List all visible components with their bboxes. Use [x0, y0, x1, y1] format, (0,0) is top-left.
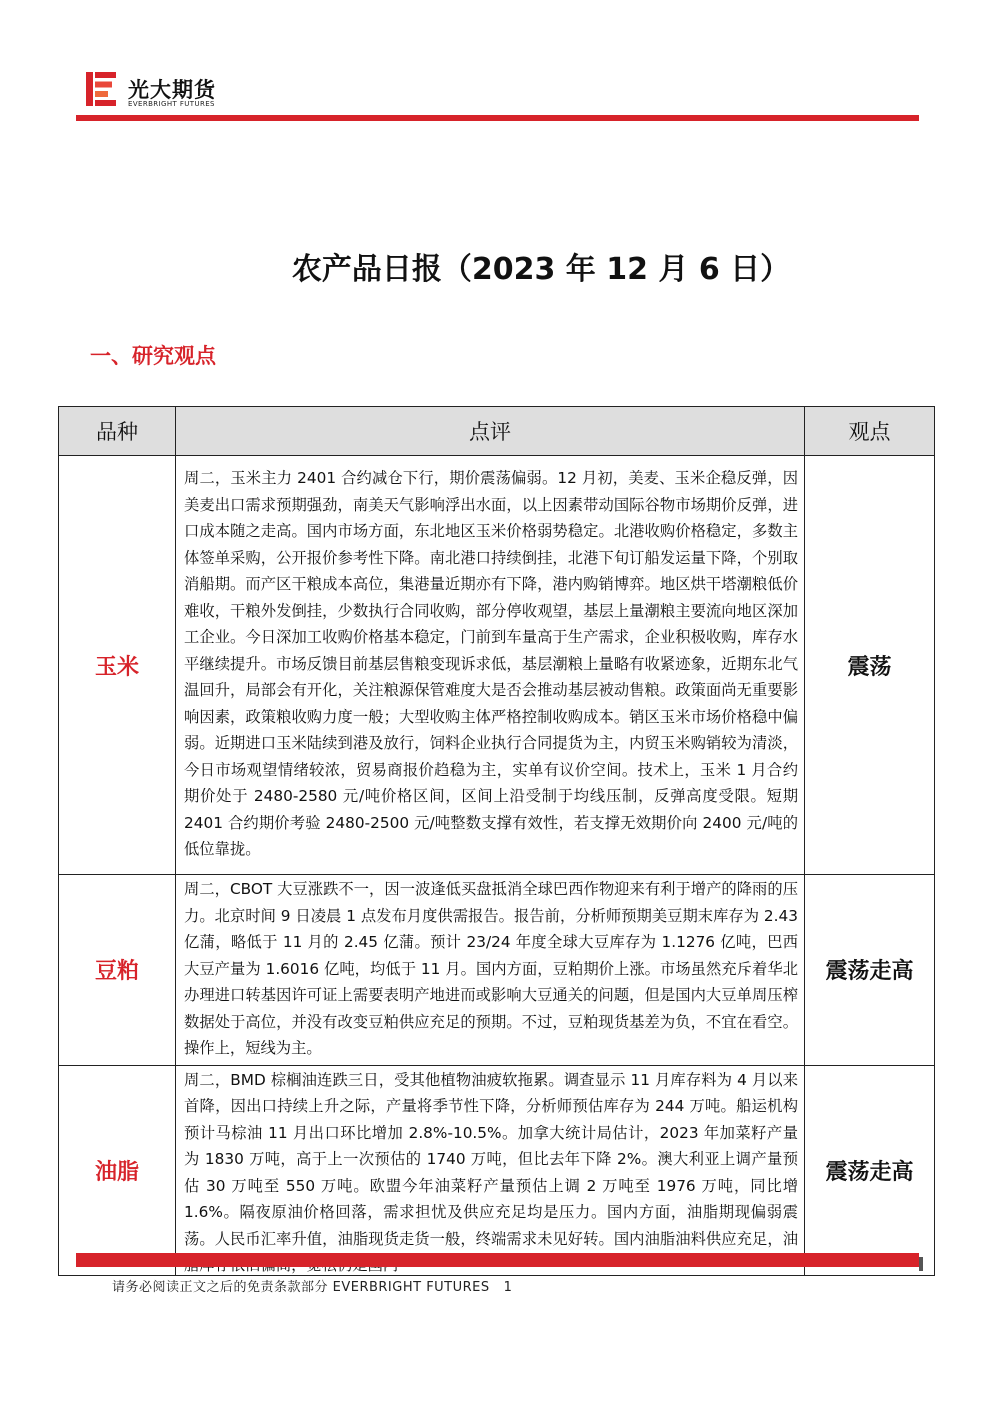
table-row: [59, 1065, 935, 1275]
header-comment: 点评: [176, 407, 805, 456]
product-name: 豆粕: [59, 875, 176, 1066]
product-view: 震荡走高: [805, 875, 935, 1066]
page-number: 1: [503, 1280, 513, 1295]
report-title: 农产品日报（2023 年 12 月 6 日）: [291, 252, 791, 287]
product-view: 震荡走高: [805, 1065, 935, 1275]
company-logo: [86, 72, 246, 112]
logo-mark-icon: [86, 72, 116, 106]
table-header-row: [59, 407, 935, 456]
logo-name-cn: 光大期货: [128, 78, 216, 102]
header-product: 品种: [59, 407, 176, 456]
product-comment: 周二，BMD 棕榈油连跌三日，受其他植物油疲软拖累。调查显示 11 月库存料为 4 月以来首降，因出口持续上升之际，产量将季节性下降，分析师预估库存为 244 万吨。船运机构预计马棕油 11 月出口环比增加 2.8%-10.5%。加拿大统计局估计，2023 年加菜籽产量为 1830 万吨，高于上一次预估的 1740 万吨，但比去年下降 2%。澳大利亚上调产量预估 30 万吨至 550 万吨。欧盟今年油菜籽产量预估上调 2 万吨至 1976 万吨，同比增 1.6%。隔夜原油价格回落，需求担忧及供应充足均是压力。国内方面，油脂期现偏弱震荡。人民币汇率升值，油脂现货走货一般，终端需求未见好转。国内油脂油料供应充足，油: [184, 1070, 798, 1248]
section-heading: 一、研究观点: [90, 344, 216, 368]
product-comment: 周二，玉米主力 2401 合约减仓下行，期价震荡偏弱。12 月初，美麦、玉米企稳反弹，因美麦出口需求预期强劲，南美天气影响浮出水面，以上因素带动国际谷物市场期价反弹，进口成本随之走高。国内市场方面，东北地区玉米价格弱势稳定。北港收购价格稳定，多数主体签单采购，公开报价参考性下降。南北港口持续倒挂，北港下旬订船发运量下降，个别取消船期。而产区干粮成本高位，集港量近期亦有下降，港内购销博弈。地区烘干塔潮粮低价难收，干粮外发倒挂，少数执行合同收购，部分停收观望，基层上量潮粮主要流向地区深加工企业。今日深加工收购价格基本稳定，门前到车量高于生产需求，企业积极收购，库存水平继续提升。市场反馈目前基层售粮变现诉求低，基层潮粮上量略有收紧迹象，近期东北气温回升，局部会有开化，关注粮源保管难度大是否会推动基层被动售粮。政策面尚无重要影响因素，政策粮收购力度一般；大型收购主体严格控制收购成本。销区玉米市场价格稳中偏弱。近期进口玉米陆续到港及放行，饲料企业执行合同提货为主，内贸玉米购销较为清淡，今日市场观望情绪较浓，贸易商报价趋稳为主，实单有议价空间。技术上，玉米 1 月合约期价处于 2480-2580 元/吨价格区间，区间上沿受制于均线压制，反弹高度受限。短期 2401 合约期价考验 2480-2500 元/吨整数支撑有效性，若支撑无效期价向 2400 元/吨的低位靠拢。: [176, 456, 805, 875]
header-divider: [76, 115, 919, 121]
product-view: 震荡: [805, 456, 935, 875]
header-view: 观点: [805, 407, 935, 456]
product-comment-cell: [176, 1065, 805, 1275]
product-name: 油脂: [59, 1065, 176, 1275]
footer-disclaimer: 请务必阅读正文之后的免责条款部分 EVERBRIGHT FUTURES: [112, 1280, 490, 1295]
footer: [112, 1276, 512, 1295]
product-name: 玉米: [59, 456, 176, 875]
product-comment: 周二，CBOT 大豆涨跌不一，因一波逢低买盘抵消全球巴西作物迎来有利于增产的降雨的压力。北京时间 9 日凌晨 1 点发布月度供需报告。报告前，分析师预期美豆期末库存为 2.43 亿蒲，略低于 11 月的 2.45 亿蒲。预计 23/24 年度全球大豆库存为 1.1276 亿吨，巴西大豆产量为 1.6016 亿吨，均低于 11 月。国内方面，豆粕期价上涨。市场虽然充斥着华北办理进口转基因许可证上需要表明产地进而或影响大豆通关的问题，但是国内大豆单周压榨数据处于高位，并没有改变豆粕供应充足的预期。不过，豆粕现货基差为负，不宜在看空。操作上，短线为主。: [176, 875, 805, 1066]
table-row: [59, 456, 935, 875]
logo-name-en: EVERBRIGHT FUTURES: [128, 100, 215, 108]
research-table: [58, 406, 935, 1276]
table-row: [59, 875, 935, 1066]
footer-divider: [76, 1253, 919, 1267]
